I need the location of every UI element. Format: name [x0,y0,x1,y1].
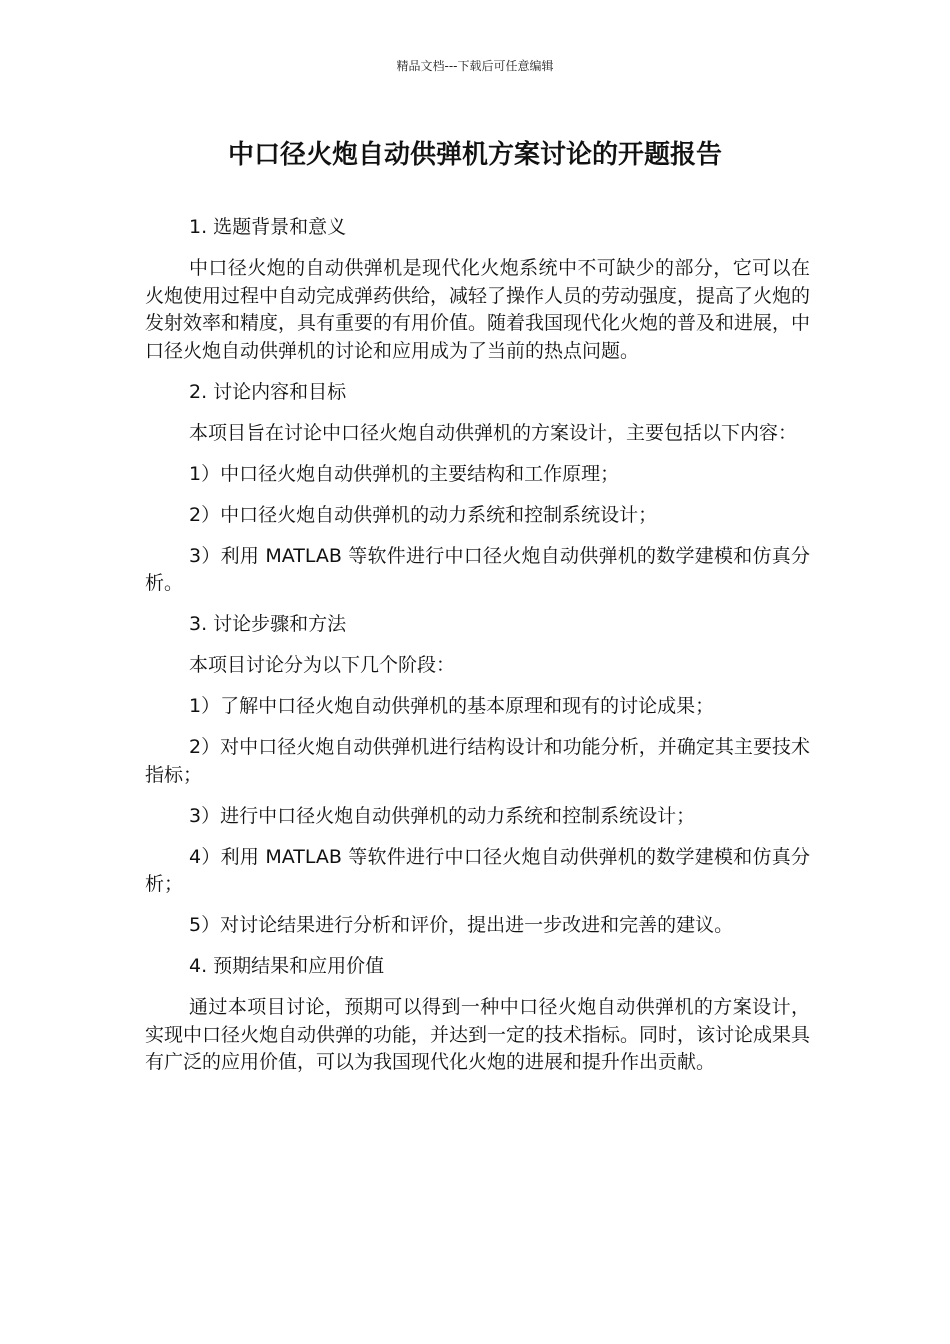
paragraph-background: 中口径火炮的自动供弹机是现代化火炮系统中不可缺少的部分，它可以在火炮使用过程中自动完成弹药供给，减轻了操作人员的劳动强度，提高了火炮的发射效率和精度，具有重要的有用价值。随着我国现代化火炮的普及和进展，中口径火炮自动供弹机的讨论和应用成为了当前的热点问题。 [145,257,811,362]
section-heading-steps: 3. 讨论步骤和方法 [189,613,347,635]
document-title: 中口径火炮自动供弹机方案讨论的开题报告 [227,140,722,170]
list-item: 3）利用 MATLAB 等软件进行中口径火炮自动供弹机的数学建模和仿真分析。 [145,544,810,594]
header-note: 精品文档---下载后可任意编辑 [396,59,554,73]
paragraph-steps-intro: 本项目讨论分为以下几个阶段： [189,654,456,676]
document-body [145,214,810,1090]
list-item: 1）中口径火炮自动供弹机的主要结构和工作原理； [189,462,620,485]
list-item: 2）中口径火炮自动供弹机的动力系统和控制系统设计； [189,503,658,526]
paragraph-content-intro: 本项目旨在讨论中口径火炮自动供弹机的方案设计，主要包括以下内容： [189,421,798,444]
list-item: 3）进行中口径火炮自动供弹机的动力系统和控制系统设计； [189,804,696,827]
paragraph-results: 通过本项目讨论，预期可以得到一种中口径火炮自动供弹机的方案设计，实现中口径火炮自动供弹的功能，并达到一定的技术指标。同时，该讨论成果具有广泛的应用价值，可以为我国现代化火炮的进展和提升作出贡献。 [145,996,811,1073]
section-heading-background: 1. 选题背景和意义 [189,216,347,238]
section-heading-content: 2. 讨论内容和目标 [189,380,347,403]
list-item: 1）了解中口径火炮自动供弹机的基本原理和现有的讨论成果； [189,695,715,717]
list-item: 4）利用 MATLAB 等软件进行中口径火炮自动供弹机的数学建模和仿真分析； [145,845,810,895]
section-heading-results: 4. 预期结果和应用价值 [189,955,385,977]
list-item: 5）对讨论结果进行分析和评价，提出进一步改进和完善的建议。 [189,914,734,936]
list-item: 2）对中口径火炮自动供弹机进行结构设计和功能分析，并确定其主要技术指标； [145,736,810,786]
